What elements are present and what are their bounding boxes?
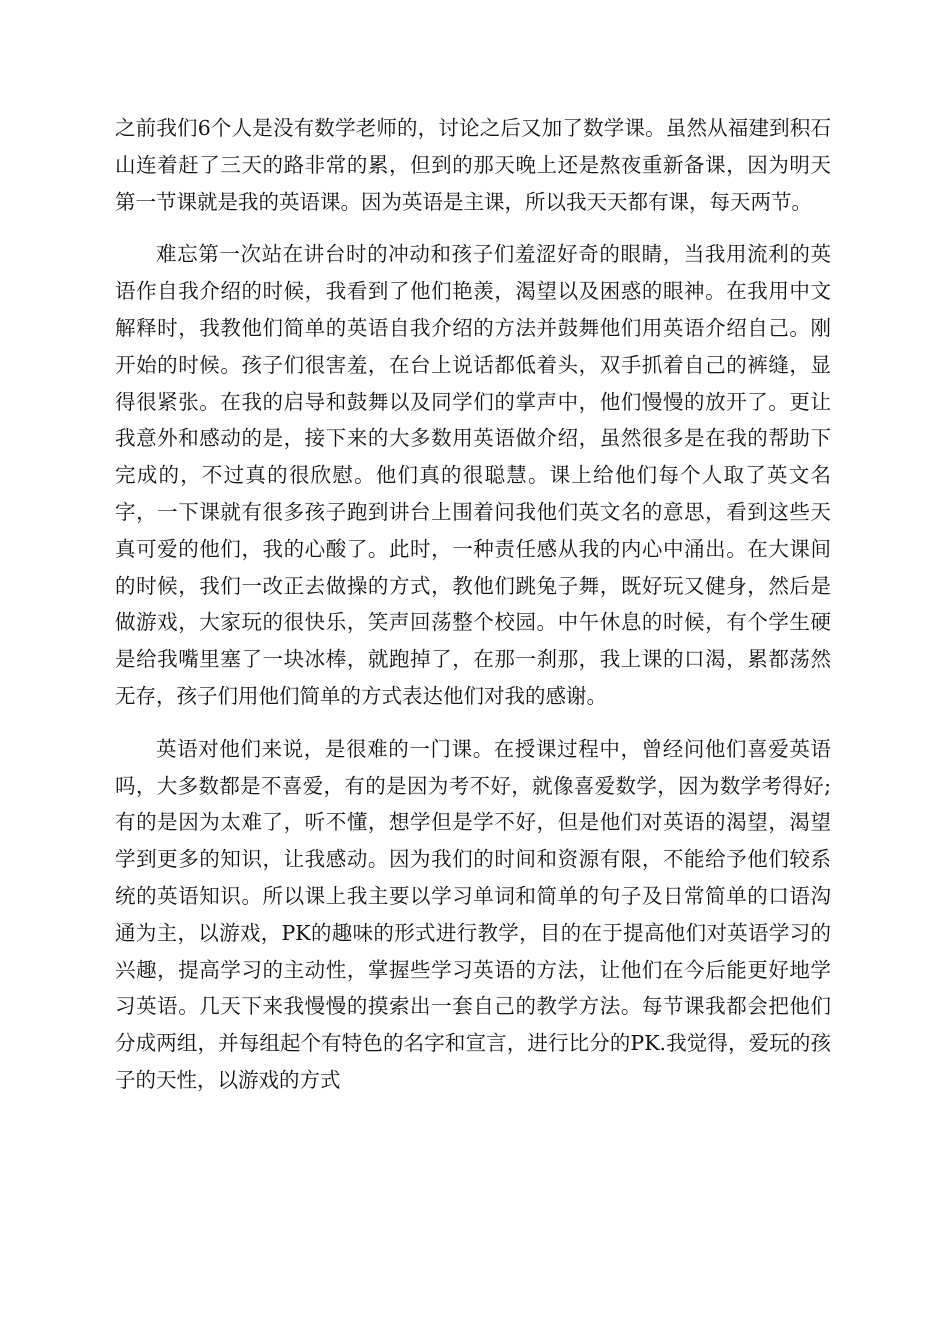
paragraph-3: 英语对他们来说，是很难的一门课。在授课过程中，曾经问他们喜爱英语吗，大多数都是不喜爱，有的是因为考不好，就像喜爱数学，因为数学考得好;有的是因为太难了，听不懂，想学但是学不好，但是他们对英语的渴望，渴望学到更多的知识，让我感动。因为我们的时间和资源有限，不能给予他们较系统的英语知识。所以课上我主要以学习单词和简单的句子及日常简单的口语沟通为主，以游戏，PK的趣味的形式进行教学，目的在于提高他们对英语学习的兴趣，提高学习的主动性，掌握些学习英语的方法，让他们在今后能更好地学习英语。几天下来我慢慢的摸索出一套自己的教学方法。每节课我都会把他们分成两组，并每组起个有特色的名字和宣言，进行比分的PK.我觉得，爱玩的孩子的天性，以游戏的方式 [115, 736, 831, 1092]
paragraph-2: 难忘第一次站在讲台时的冲动和孩子们羞涩好奇的眼睛，当我用流利的英语作自我介绍的时候，我看到了他们艳羡，渴望以及困惑的眼神。在我用中文解释时，我教他们简单的英语自我介绍的方法并鼓舞他们用英语介绍自己。刚开始的时候。孩子们很害羞，在台上说话都低着头，双手抓着自己的裤缝，显得很紧张。在我的启导和鼓舞以及同学们的掌声中，他们慢慢的放开了。更让我意外和感动的是，接下来的大多数用英语做介绍，虽然很多是在我的帮助下完成的，不过真的很欣慰。他们真的很聪慧。课上给他们每个人取了英文名字，一下课就有很多孩子跑到讲台上围着问我他们英文名的意思，看到这些天真可爱的他们，我的心酸了。此时，一种责任感从我的内心中涌出。在大课间的时候，我们一改正去做操的方式，教他们跳兔子舞，既好玩又健身，然后是做游戏，大家玩的很快乐，笑声回荡整个校园。中午休息的时候，有个学生硬是给我嘴里塞了一块冰棒，就跑掉了，在那一刹那，我上课的口渴，累都荡然无存，孩子们用他们简单的方式表达他们对我的感谢。 [115, 242, 831, 708]
paragraph-1: 之前我们6个人是没有数学老师的，讨论之后又加了数学课。虽然从福建到积石山连着赶了三天的路非常的累，但到的那天晚上还是熬夜重新备课，因为明天第一节课就是我的英语课。因为英语是主课，所以我天天都有课，每天两节。 [115, 116, 831, 214]
document-body [115, 110, 831, 1115]
